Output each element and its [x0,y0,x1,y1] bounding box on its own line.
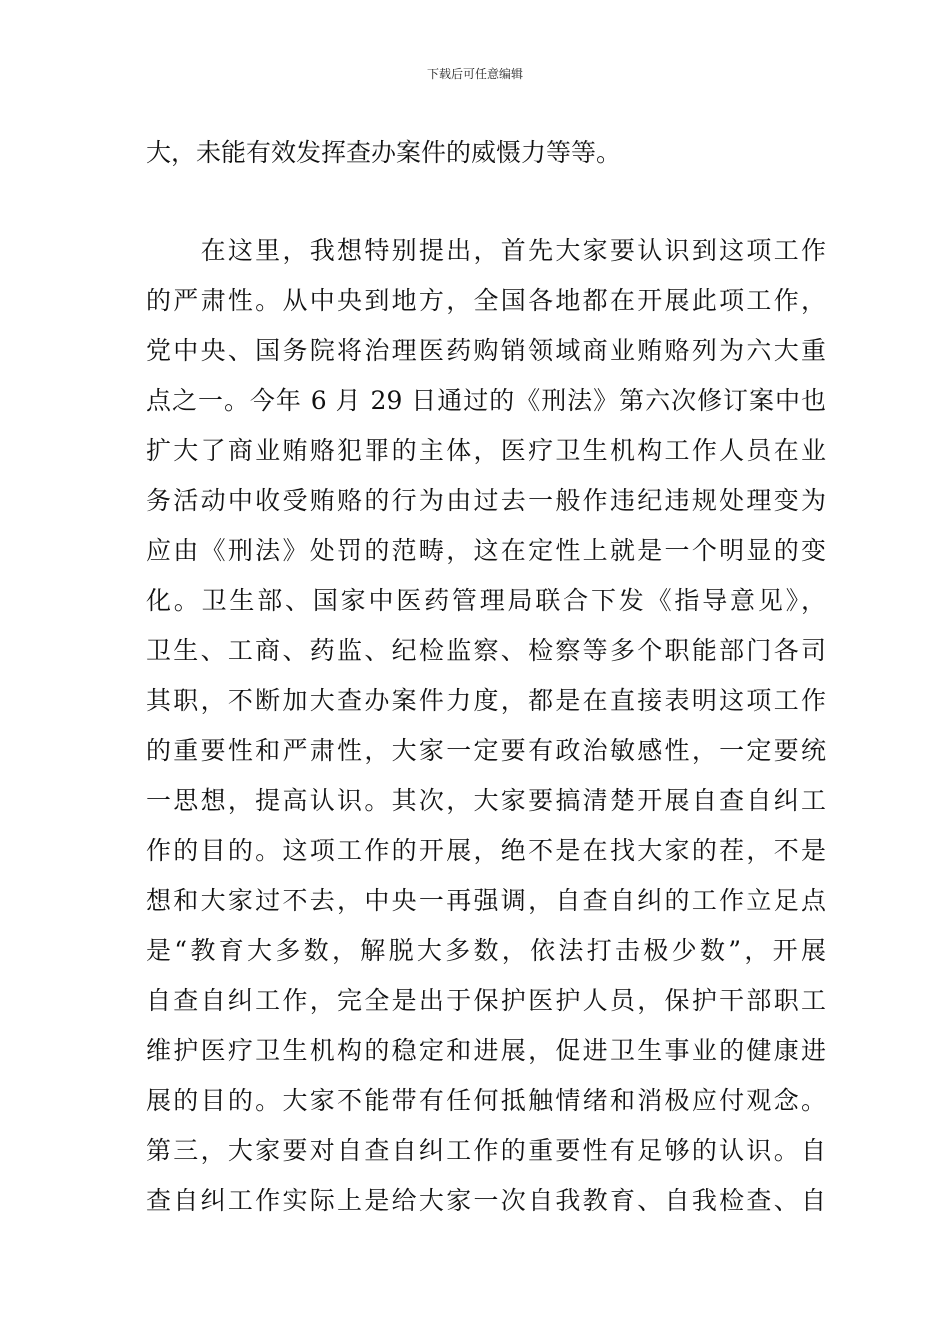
paragraph-line: 卫生、工商、药监、纪检监察、检察等多个职能部门各司 [146,636,826,665]
paragraph-line: 查自纠工作实际上是给大家一次自我教育、自我检查、自 [146,1186,826,1215]
paragraph-1 [146,128,826,178]
paragraph-2 [146,226,826,1226]
paragraph-line: 务活动中收受贿赂的行为由过去一般作违纪违规处理变为 [146,486,826,515]
paragraph-line: 维护医疗卫生机构的稳定和进展，促进卫生事业的健康进 [146,1036,826,1065]
paragraph-line: 扩大了商业贿赂犯罪的主体，医疗卫生机构工作人员在业 [146,436,826,465]
paragraph-line: 大，未能有效发挥查办案件的威慑力等等。 [146,138,622,167]
paragraph-line: 应由《刑法》处罚的范畴，这在定性上就是一个明显的变 [146,536,826,565]
page-header: 下载后可任意编辑 [426,67,523,81]
paragraph-line: 作的目的。这项工作的开展，绝不是在找大家的茬，不是 [146,836,826,865]
paragraph-line: 其职，不断加大查办案件力度，都是在直接表明这项工作 [146,686,826,715]
paragraph-line: 是“教育大多数，解脱大多数，依法打击极少数”，开展 [146,936,826,965]
paragraph-line: 在这里，我想特别提出，首先大家要认识到这项工作 [146,236,826,265]
paragraph-line: 化。卫生部、国家中医药管理局联合下发《指导意见》， [146,586,826,615]
paragraph-line: 想和大家过不去，中央一再强调，自查自纠的工作立足点 [146,886,826,915]
paragraph-line: 一思想，提高认识。其次，大家要搞清楚开展自查自纠工 [146,786,826,815]
paragraph-line: 第三，大家要对自查自纠工作的重要性有足够的认识。自 [146,1136,826,1165]
paragraph-line: 展的目的。大家不能带有任何抵触情绪和消极应付观念。 [146,1086,826,1115]
paragraph-line: 党中央、国务院将治理医药购销领域商业贿赂列为六大重 [146,336,826,365]
paragraph-line: 自查自纠工作，完全是出于保护医护人员，保护干部职工 [146,986,826,1015]
paragraph-line: 点之一。今年 6 月 29 日通过的《刑法》第六次修订案中也 [146,386,826,415]
paragraph-line: 的严肃性。从中央到地方，全国各地都在开展此项工作， [146,286,826,315]
paragraph-line: 的重要性和严肃性，大家一定要有政治敏感性，一定要统 [146,736,826,765]
